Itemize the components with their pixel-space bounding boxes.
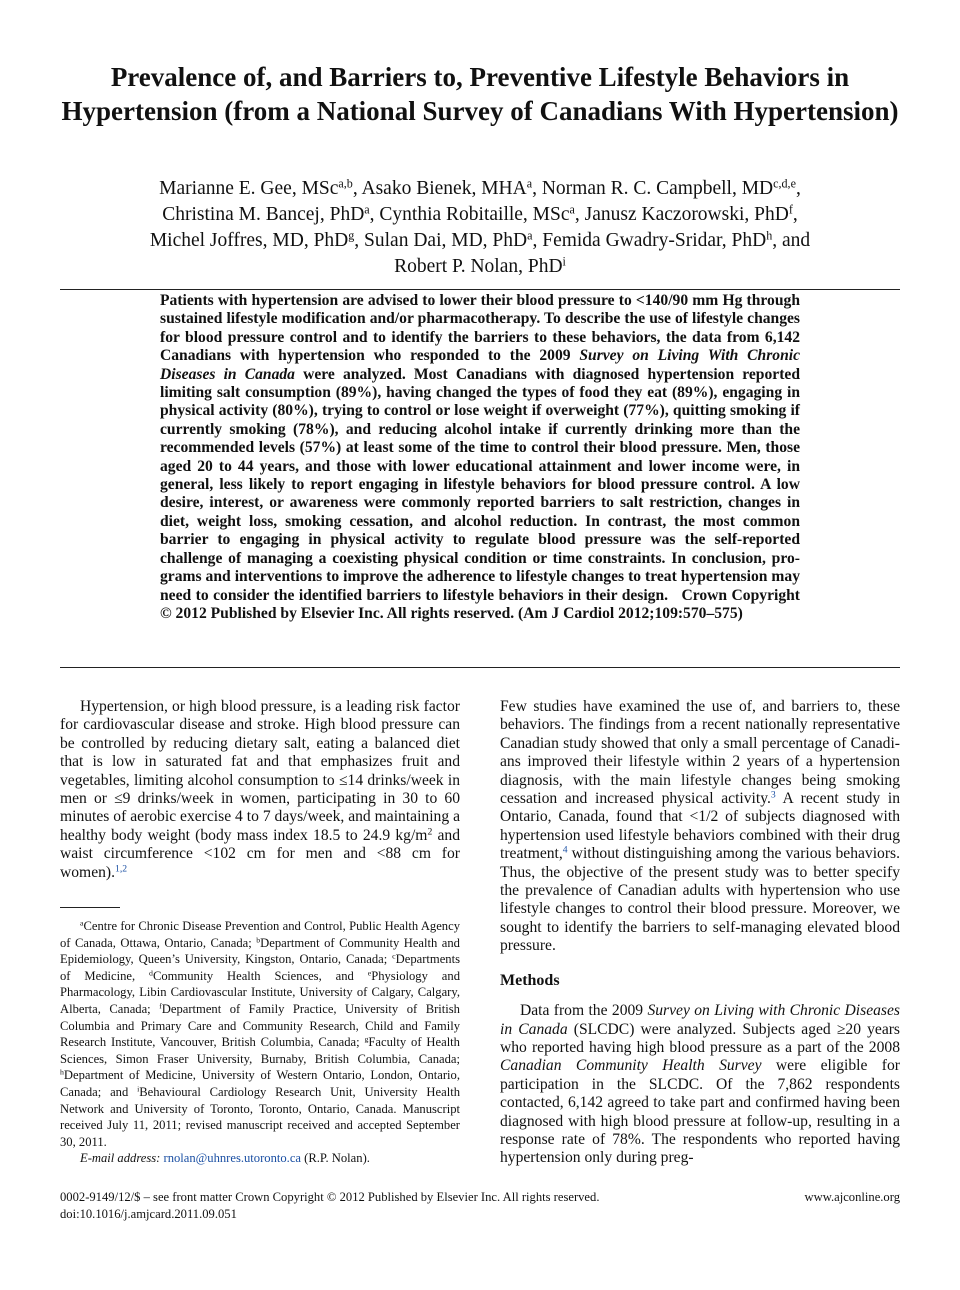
email-suffix: (R.P. Nolan). — [301, 1151, 370, 1166]
author — [362, 178, 537, 199]
author — [542, 230, 810, 251]
citation-4[interactable]: 4 — [562, 844, 568, 856]
affiliation-footnotes — [60, 918, 460, 1167]
author-name: Cynthia Robitaille, MSc — [379, 204, 570, 225]
author-separator: , and — [772, 230, 811, 251]
author-name: Marianne E. Gee, MSc — [159, 178, 339, 199]
author — [379, 204, 579, 225]
affiliation-mark: c — [392, 951, 396, 961]
survey-name: Survey on Living With Chronic Diseases in Canada — [160, 347, 800, 383]
affiliation-text: Faculty of Health Sciences, Simon Fraser University, Burnaby, British Columbia, Canada; — [60, 1035, 460, 1066]
affiliation-text: Department of Community Health and Epidemiology, Queen’s University, Kingston, Ontario, Canada; — [60, 935, 460, 967]
affiliation-text: Centre for Chronic Disease Prevention and Control, Public Health Agency of Canada, Ottawa, Ontario, Canada; — [60, 919, 460, 950]
affiliation-text: Behavioural Cardiology Research Unit, University Health Network and University of Toronto, Toronto, Ontario, Canada. Manuscript received July 11, 2011; revised manuscript received and accepted September 30, 2011. — [60, 1084, 460, 1149]
affiliation-mark: f — [159, 1001, 162, 1011]
intro-text-1: Hypertension, or high blood pressure, is a leading risk factor for cardiovascular disease and stroke. High blood pressure can be controlled by reducing dietary salt, eating a balanced diet that is low in saturated fat and that emphasizes fruit and vegetables, limiting alcohol consumption to ≤14 drinks/week in men or ≤9 drinks/week in women, participating in 30 to 60 minutes of aerobic exercise 4 to 7 days/week, and maintaining a healthy body weight (body mass index 18.5 to 24.9 kg/m — [60, 698, 460, 844]
citation-1-2[interactable]: 1,2 — [115, 863, 128, 875]
methods-text-1: Data from the 2009 — [520, 1002, 648, 1020]
affiliation-mark: h — [60, 1068, 64, 1078]
author — [542, 178, 801, 199]
footer-left — [60, 1189, 700, 1222]
affiliation-text: Department of Family Practice, University of British Columbia and Primary Care and Community Research, Child and Family Research Institute, Vancouver, British Columbia, Canada; — [60, 1001, 460, 1050]
intro-text-4: A recent study in Ontario, Canada, found that <1/2 of subjects diagnosed with hypertension used lifestyle behaviors combined with their drug treatment, — [500, 790, 901, 863]
author-separator: , — [532, 230, 538, 251]
abstract-text-2: were analyzed. Most Canadians with diagnosed hypertension reported limiting salt consumption (89%), having changed the types of food they eat (89%), engaging in physical activity (80%), trying to control or lose weight if overweight (77%), quitting smoking if currently smoking (78%), and reducing alcohol intake if currently drinking more than the recommended levels (57%) at least some of the time to control their blood pressure. Men, those aged 20 to 44 years, and those with lower educational attainment and lower income were, in general, less likely to report engaging in lifestyle behaviors for blood pressure control. A low desire, interest, or awareness were commonly reported barriers to salt restriction, changes in diet, weight loss, smoking cessation, and alcohol reduction. In contrast, the most common barrier to engaging in physical activity to regulate blood pressure was the self-reported challenge of managing a coexisting physical condition or time constraints. In conclusion, programs and interventions to improve the adherence to lifestyle changes to treat hypertension may need to consider the identified barriers to lifestyle behaviors in their design. — [160, 365, 800, 604]
abstract-top-rule — [60, 289, 900, 290]
methods-heading: Methods — [500, 971, 560, 989]
affiliation-mark: a — [80, 918, 84, 928]
email-link[interactable]: rnolan@uhnres.utoronto.ca — [163, 1151, 301, 1166]
methods-cchs-name: Canadian Community Health Survey — [500, 1057, 762, 1075]
affiliation-mark: e — [367, 968, 372, 978]
author-affiliation-mark: i — [562, 254, 566, 269]
footer-website[interactable]: www.ajconline.org — [804, 1190, 900, 1204]
methods-text-2: (SLCDC) were analyzed. Subjects aged ≥20 years who reported having high blood pressure as a part of the 2008 — [500, 1020, 901, 1056]
author — [159, 178, 358, 199]
intro-text-2: and waist circumference <102 cm for men and <88 cm for women). — [60, 826, 460, 881]
author — [585, 204, 798, 225]
author-separator: , — [792, 204, 798, 225]
author-name: Femida Gwadry-Sridar, PhD — [542, 230, 767, 251]
author-separator: , — [352, 178, 358, 199]
affiliation-mark: d — [149, 968, 153, 978]
right-column — [500, 698, 900, 1168]
author — [150, 230, 359, 251]
author — [162, 204, 374, 225]
author-affiliation-mark: c,d,e — [773, 176, 796, 191]
affiliation-text: Community Health Sciences, and — [152, 968, 368, 983]
author-separator: , — [795, 178, 801, 199]
affiliation-mark: g — [364, 1034, 369, 1044]
intro-paragraph — [60, 698, 460, 882]
author-affiliation-mark: a — [364, 202, 370, 217]
author-name: Christina M. Bancej, PhD — [162, 204, 365, 225]
footer-copyright-line: 0002-9149/12/$ – see front matter Crown Copyright © 2012 Published by Elsevier Inc. All rights reserved. — [60, 1190, 600, 1204]
author — [364, 230, 537, 251]
citation-3[interactable]: 3 — [770, 789, 776, 801]
author-affiliation-mark: h — [766, 228, 773, 243]
author-name: Janusz Kaczorowski, PhD — [584, 204, 789, 225]
superscript-squared: 2 — [427, 826, 433, 838]
email-label: E-mail address: — [80, 1151, 161, 1166]
author-list — [80, 176, 880, 280]
author-affiliation-mark: g — [348, 228, 355, 243]
affiliation-text: Departments of Medicine, — [60, 952, 460, 983]
footnote-rule — [60, 907, 120, 908]
author-name: Asako Bienek, MHA — [361, 178, 527, 199]
methods-survey-name: Survey on Living with Chronic Diseases in Canada — [500, 1002, 900, 1038]
article-title: Prevalence of, and Barriers to, Preventive Lifestyle Behaviors in Hypertension (from a National Survey of Canadians With Hypertension) — [61, 62, 899, 126]
author-separator: , — [369, 204, 375, 225]
abstract-bottom-rule — [60, 667, 900, 668]
affiliation-mark: i — [137, 1084, 140, 1094]
author-name: Norman R. C. Campbell, MD — [541, 178, 774, 199]
abstract-text-1: Patients with hypertension are advised to lower their blood pressure to <140/90 mm Hg through sustained lifestyle modification and/or pharmacotherapy. To describe the use of lifestyle changes for blood pressure control and to identify the barriers to these behaviors, the data from 6,142 Canadians with hypertension who responded to the 2009 — [160, 292, 800, 365]
author — [394, 256, 566, 277]
methods-paragraph — [500, 1002, 900, 1168]
author-affiliation-mark: a,b — [338, 176, 353, 191]
author-affiliation-mark: a — [569, 202, 575, 217]
author-name: Michel Joffres, MD, PhD — [149, 230, 349, 251]
intro-continued — [500, 698, 900, 956]
author-affiliation-mark: f — [788, 202, 793, 217]
email-line — [60, 1150, 460, 1167]
author-name: Robert P. Nolan, PhD — [394, 256, 563, 277]
author-separator: , — [532, 178, 537, 199]
author-affiliation-mark: a — [527, 228, 533, 243]
author-affiliation-mark: a — [526, 176, 533, 191]
affiliation-mark: b — [256, 935, 261, 945]
footer-doi: doi:10.1016/j.amjcard.2011.09.051 — [60, 1206, 237, 1221]
abstract — [160, 292, 800, 623]
left-column — [60, 698, 460, 882]
affiliations-paragraph — [60, 918, 460, 1150]
affiliation-text: Department of Medicine, University of Western Ontario, London, Ontario, Canada; and — [60, 1068, 460, 1099]
author-name: Sulan Dai, MD, PhD — [364, 230, 528, 251]
author-separator: , — [354, 230, 360, 251]
abstract-copyright: Crown Copyright © 2012 Published by Elsevier Inc. All rights reserved. (Am J Cardiol 2012;109:570–575) — [160, 586, 800, 622]
intro-text-3: Few studies have examined the use of, and barriers to, these behaviors. The findings from a recent nationally representative Canadian study showed that only a small percentage of Canadians improved their lifestyle within 2 years of a hypertension diagnosis, with the main lifestyle changes being smoking cessation and increased physical activity. — [500, 698, 900, 808]
affiliation-text: Physiology and Pharmacology, Libin Cardiovascular Institute, University of Calgary, Calgary, Alberta, Canada; — [60, 968, 460, 1016]
intro-text-5: without distinguishing among the various behaviors. Thus, the objective of the present study was to better specify the prevalence of Canadian adults with hypertension who use lifestyle changes to control their blood pressure. Moreover, we sought to identify the barriers to self-managing elevated blood pressure. — [500, 845, 900, 955]
methods-text-3: were eligible for participation in the SLCDC. Of the 7,862 respondents contacted, 6,142 agreed to take part and confirmed having been diagnosed with high blood pressure at follow-up, resulting in a response rate of 78%. The respondents who reported having hypertension only during preg- — [500, 1057, 900, 1167]
author-separator: , — [574, 204, 580, 225]
